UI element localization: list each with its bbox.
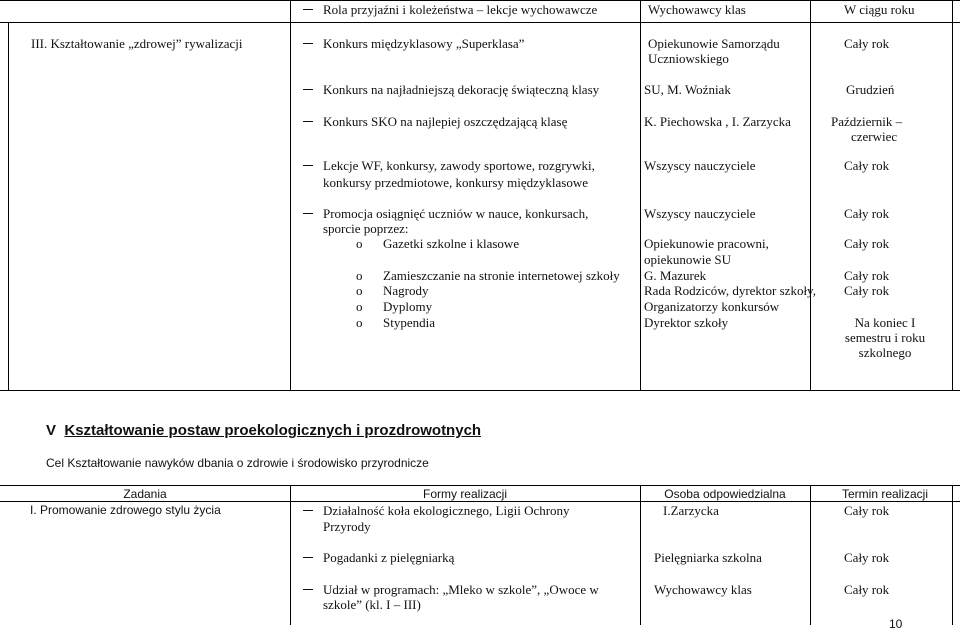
s3-row1-term: Cały rok xyxy=(844,36,890,51)
row0-activity: Rola przyjaźni i koleżeństwa – lekcje wychowawcze xyxy=(323,2,598,17)
dash-marker xyxy=(303,43,313,44)
section5-title: Kształtowanie postaw proekologicznych i prozdrowotnych xyxy=(64,422,482,439)
bullet-mark: o xyxy=(356,268,363,283)
dash-marker xyxy=(303,589,313,590)
dash-marker xyxy=(303,9,313,10)
dash-marker xyxy=(303,213,313,214)
section5-heading xyxy=(46,423,481,438)
promo-term-1: Cały rok xyxy=(844,206,890,221)
dash-marker xyxy=(303,557,313,558)
promo-term-3: Cały rok xyxy=(844,268,890,283)
section5-goal: Cel Kształtowanie nawyków dbania o zdrowie i środowisko przyrodnicze xyxy=(46,456,429,470)
bullet-mark: o xyxy=(356,315,363,330)
header-termin: Termin realizacji xyxy=(841,487,929,501)
promo-person-5: Rada Rodziców, dyrektor szkoły, xyxy=(644,283,816,298)
s3-row1-person: Opiekunowie Samorządu Uczniowskiego xyxy=(648,36,780,66)
s5-row1-activity2: Przyrody xyxy=(323,519,371,534)
bullet-mark: o xyxy=(356,299,363,314)
section5-task: I. Promowanie zdrowego stylu życia xyxy=(30,503,221,517)
s3-row4-person: Wszyscy nauczyciele xyxy=(644,158,756,173)
s5-row2-person: Pielęgniarka szkolna xyxy=(654,550,762,565)
promo-bullet-3: Nagrody xyxy=(383,283,429,298)
s3-row2-activity: Konkurs na najładniejszą dekorację świąteczną klasy xyxy=(323,82,600,97)
s3-row4-activity: Lekcje WF, konkursy, zawody sportowe, rozgrywki, xyxy=(323,158,595,173)
s3-row3-term2: czerwiec xyxy=(851,129,898,144)
header-formy: Formy realizacji xyxy=(422,487,507,501)
header-zadania: Zadania xyxy=(123,487,167,501)
s5-row3-term: Cały rok xyxy=(844,582,890,597)
row0-term: W ciągu roku xyxy=(844,2,915,17)
promo-bullet-4: Dyplomy xyxy=(383,299,433,314)
bullet-mark: o xyxy=(356,236,363,251)
promo-bullet-1: Gazetki szkolne i klasowe xyxy=(383,236,520,251)
promo-bullet-2: Zamieszczanie na stronie internetowej szkoły xyxy=(383,268,620,283)
promo-bullet-5: Stypendia xyxy=(383,315,435,330)
s5-row1-activity: Działalność koła ekologicznego, Ligii Ochrony xyxy=(323,503,570,518)
page-number: 10 xyxy=(889,617,903,631)
s5-row2-term: Cały rok xyxy=(844,550,890,565)
s3-row2-person: SU, M. Woźniak xyxy=(644,82,731,97)
s3-row4-term: Cały rok xyxy=(844,158,890,173)
promo-person-2: Opiekunowie pracowni, xyxy=(644,236,769,251)
header-osoba: Osoba odpowiedzialna xyxy=(664,487,786,501)
section3-task: III. Kształtowanie „zdrowej” rywalizacji xyxy=(31,36,243,51)
s3-row3-term: Październik – xyxy=(831,114,903,129)
promo-term-6: semestru i roku xyxy=(844,330,926,345)
s3-row1-activity: Konkurs międzyklasowy „Superklasa” xyxy=(323,36,525,51)
promo-person-7: Dyrektor szkoły xyxy=(644,315,729,330)
promo-person-6: Organizatorzy konkursów xyxy=(644,299,780,314)
promo-person-4: G. Mazurek xyxy=(644,268,707,283)
dash-marker xyxy=(303,165,313,166)
s5-row3-activity: Udział w programach: „Mleko w szkole”, „Owoce w xyxy=(323,582,599,597)
s3-row3-person: K. Piechowska , I. Zarzycka xyxy=(644,114,791,129)
s5-row2-activity: Pogadanki z pielęgniarką xyxy=(323,550,455,565)
s3-row3-activity: Konkurs SKO na najlepiej oszczędzającą klasę xyxy=(323,114,568,129)
promo-term-2: Cały rok xyxy=(844,236,890,251)
promo-line2: sporcie poprzez: xyxy=(323,221,409,236)
dash-marker xyxy=(303,510,313,511)
promo-term-7: szkolnego xyxy=(858,345,912,360)
promo-person-1: Wszyscy nauczyciele xyxy=(644,206,756,221)
dash-marker xyxy=(303,121,313,122)
dash-marker xyxy=(303,89,313,90)
s5-row3-activity2: szkole” (kl. I – III) xyxy=(323,597,421,612)
section5-number: V xyxy=(46,422,57,439)
s5-row1-term: Cały rok xyxy=(844,503,890,518)
s3-row2-term: Grudzień xyxy=(846,82,895,97)
s3-row4-activity2: konkursy przedmiotowe, konkursy międzyklasowe xyxy=(323,175,589,190)
row0-person: Wychowawcy klas xyxy=(648,2,746,17)
promo-line1: Promocja osiągnięć uczniów w nauce, konkursach, xyxy=(323,206,589,221)
s5-row1-person: I.Zarzycka xyxy=(663,503,719,518)
promo-person-3: opiekunowie SU xyxy=(644,252,732,267)
promo-term-4: Cały rok xyxy=(844,283,890,298)
bullet-mark: o xyxy=(356,283,363,298)
promo-term-5: Na koniec I xyxy=(854,315,916,330)
s5-row3-person: Wychowawcy klas xyxy=(654,582,752,597)
